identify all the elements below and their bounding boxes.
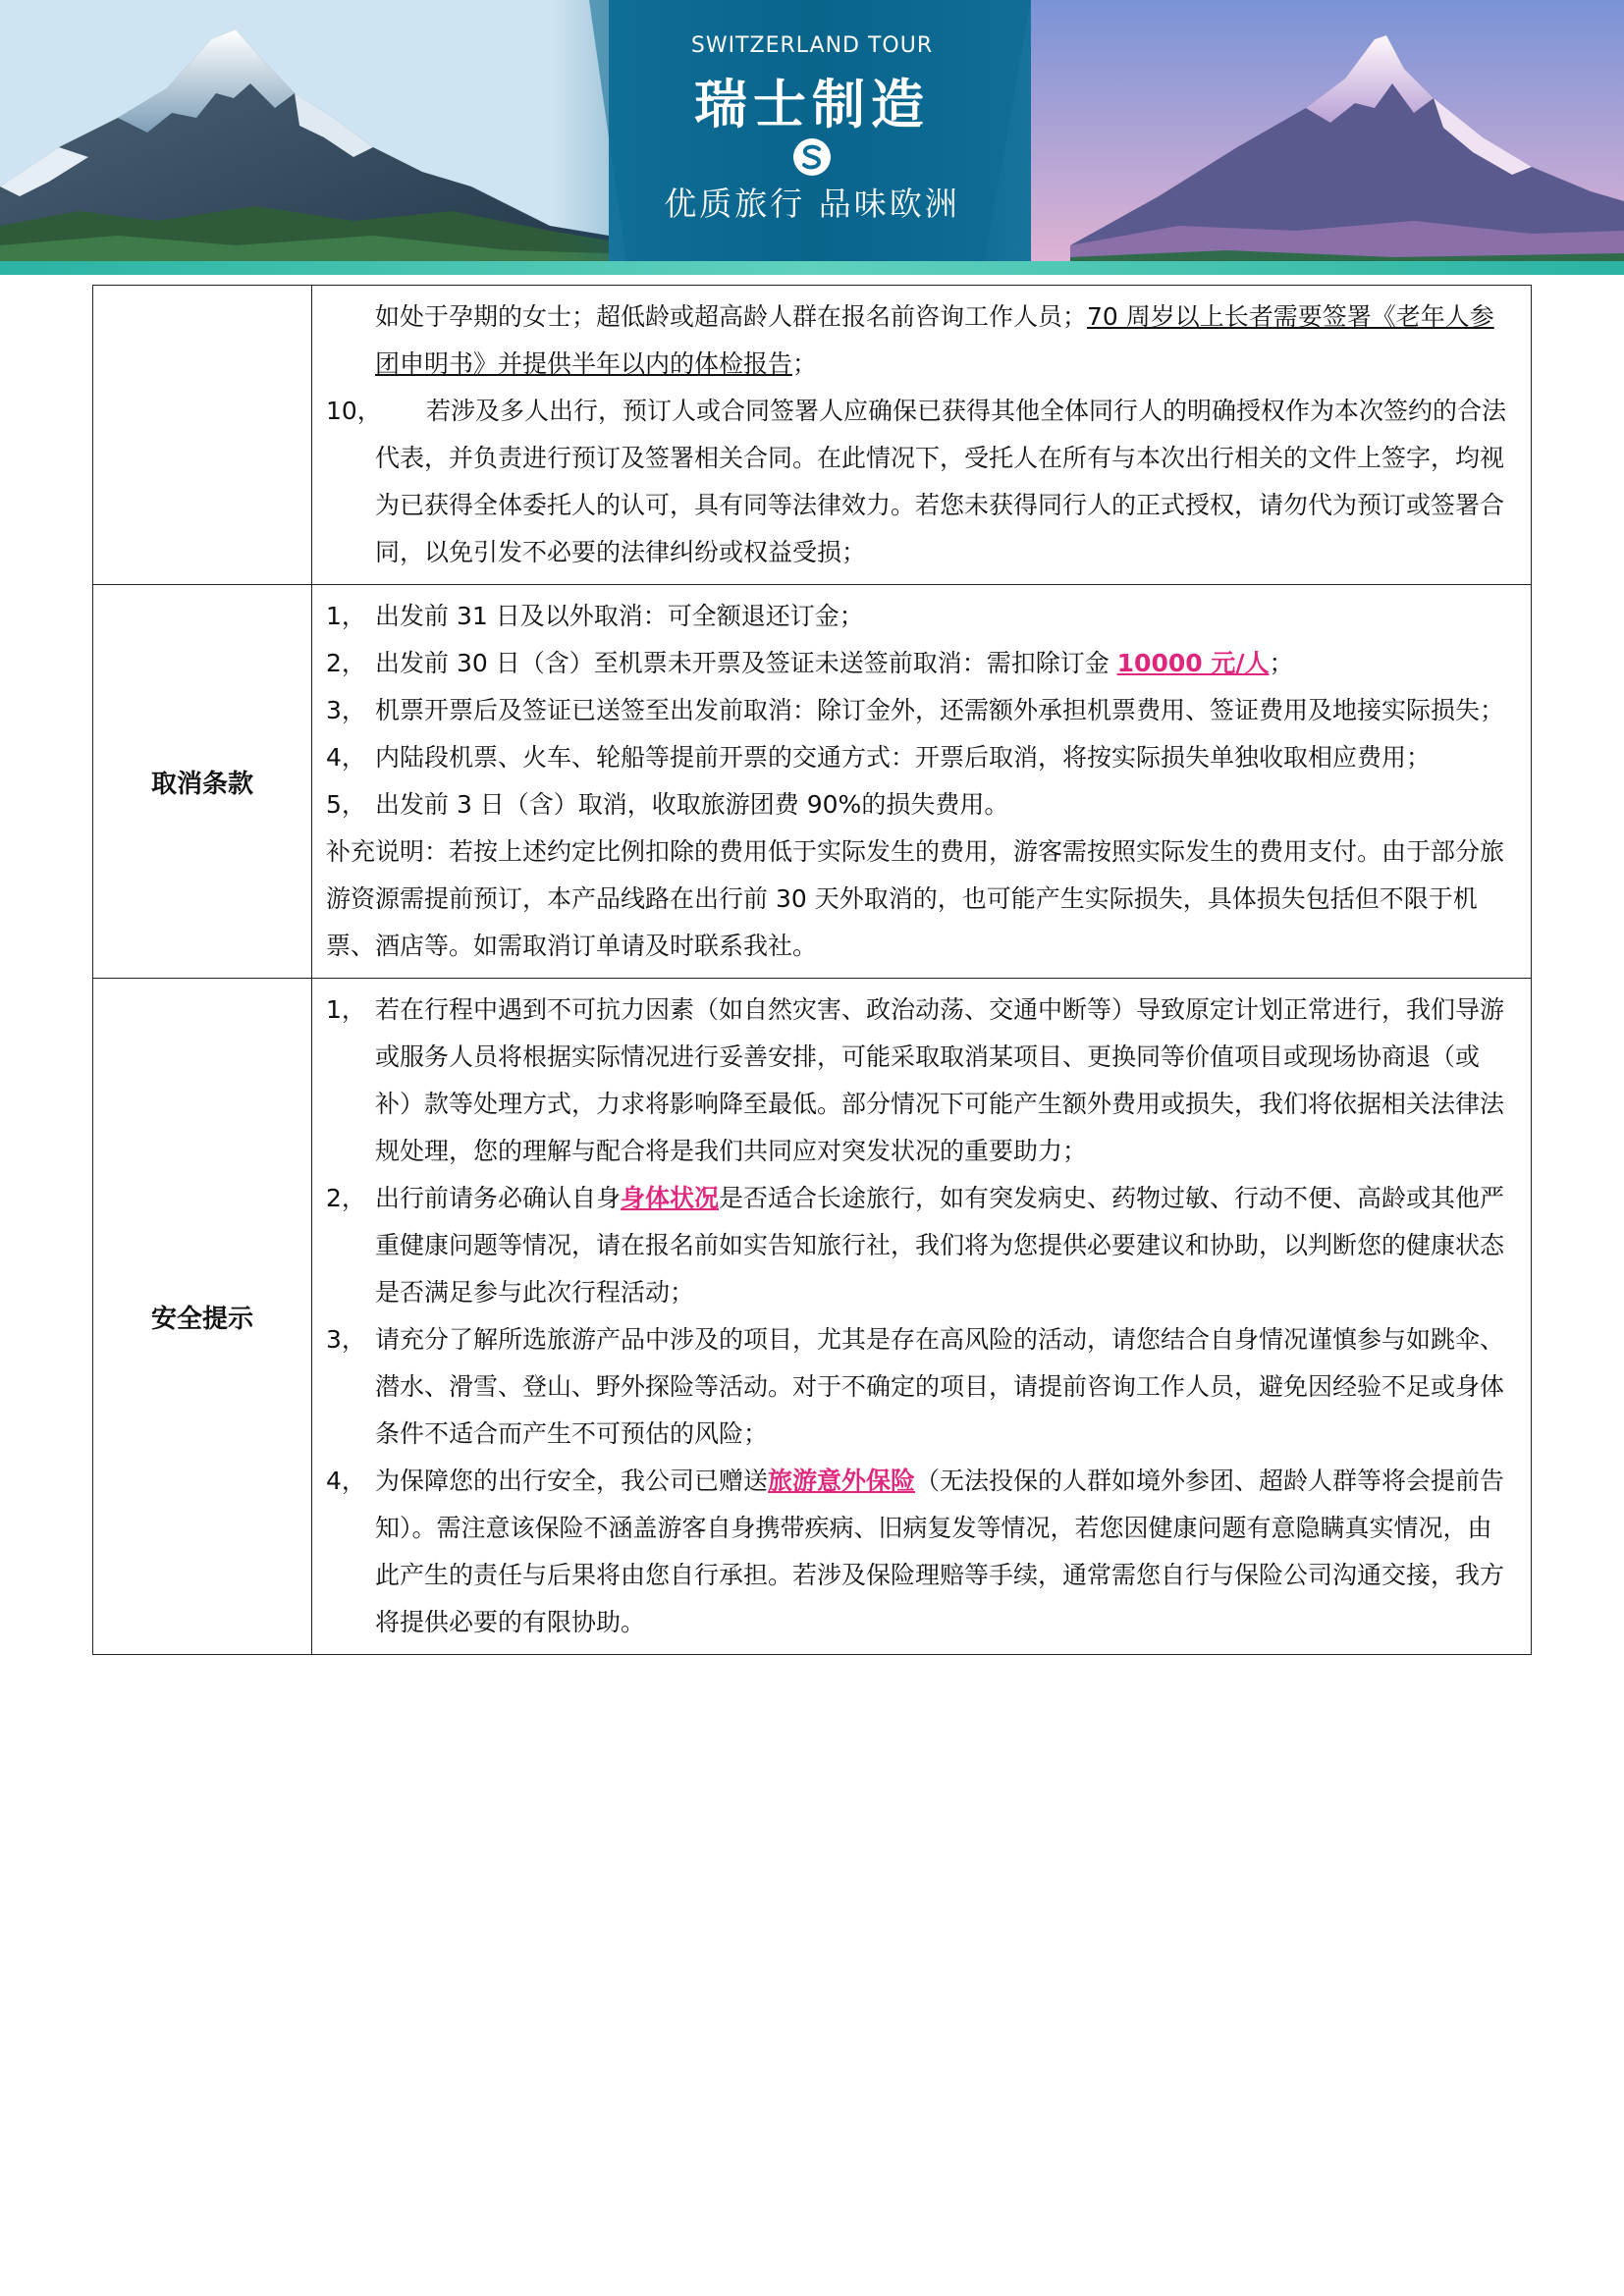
item-text-content: 出行前请务必确认自身 [375,1184,622,1212]
item-number: 3， [326,1325,366,1354]
item-text-content: 为保障您的出行安全，我公司已赠送 [375,1467,769,1495]
row-content [312,585,1532,979]
list-item [326,987,1515,1175]
list-item [326,640,1515,687]
s-swirl-logo-icon [792,137,832,177]
item-text-after: 是否适合长途旅行，如有突发病史、药物过敏、行动不便、高龄或其他严重健康问题等情况，请在报名前如实告知旅行社，我们将为您提供必要建议和协助，以判断您的健康状态是否满足参与此次行程活动； [375,1184,1505,1307]
list-item [326,734,1515,781]
row-label [93,286,312,585]
table-row [93,979,1532,1655]
item-number: 2， [326,1184,366,1212]
list-item [326,1316,1515,1458]
item-text [375,388,1515,576]
list-item [326,687,1515,734]
item-number: 4， [326,743,366,772]
item-text-after: （无法投保的人群如境外参团、超龄人群等将会提前告知）。需注意该保险不涵盖游客自身携带疾病、旧病复发等情况，若您因健康问题有意隐瞒真实情况，由此产生的责任与后果将由您自行承担。若涉及保险理赔等手续，通常需您自行与保险公司沟通交接，我方将提供必要的有限协助。 [375,1467,1505,1636]
insurance-highlight: 旅游意外保险 [768,1467,916,1495]
continued-item [326,294,1515,388]
item-number: 2， [326,649,366,677]
header-banner [0,0,1624,275]
item-number: 3， [326,696,366,724]
deposit-amount-highlight: 10000 元/人 [1116,649,1270,677]
item-text: 若在行程中遇到不可抗力因素（如自然灾害、政治动荡、交通中断等）导致原定计划正常进行，我们导游或服务人员将根据实际情况进行妥善安排，可能采取取消某项目、更换同等价值项目或现场协商退（或补）款等处理方式，力求将影响降至最低。部分情况下可能产生额外费用或损失，我们将依据相关法律法规处理，您的理解与配合将是我们共同应对突发状况的重要助力； [375,995,1505,1165]
item-text: 机票开票后及签证已送签至出发前取消：除订金外，还需额外承担机票费用、签证费用及地接实际损失； [375,696,1505,724]
banner-subtitle-en: SWITZERLAND TOUR [690,33,934,58]
row-content [312,286,1532,585]
list-item [326,388,1515,576]
item-text: 出发前 31 日及以外取消：可全额退还订金； [375,602,864,630]
list-item [326,1175,1515,1316]
banner-title: 瑞士制造 [694,74,930,135]
banner-accent-strip [0,261,1624,275]
item-text: 内陆段机票、火车、轮船等提前开票的交通方式：开票后取消，将按实际损失单独收取相应费用； [375,743,1432,772]
underlined-text: 70 周岁以上长者需要签署《老年人参团申明书》并提供半年以内的体检报告 [375,302,1494,378]
item-text-content: 若涉及多人出行，预订人或合同签署人应确保已获得其他全体同行人的明确授权作为本次签约的合法代表，并负责进行预订及签署相关合同。在此情况下，受托人在所有与本次出行相关的文件上签字，均视为已获得全体委托人的认可，具有同等法律效力。若您未获得同行人的正式授权，请勿代为预订或签署合同，以免引发不必要的法律纠纷或权益受损； [375,397,1507,566]
list-item [326,781,1515,828]
item-text: 出发前 3 日（含）取消，收取旅游团费 90%的损失费用。 [375,790,1009,819]
item-text [375,640,1515,687]
row-label-cancellation: 取消条款 [93,585,312,979]
item-number: 10， [326,397,382,425]
item-number: 4， [326,1467,366,1495]
item-text [375,1458,1515,1646]
banner-slogan: 优质旅行 品味欧洲 [664,185,960,223]
terms-table [92,285,1532,1655]
item-text-content: 出发前 30 日（含）至机票未开票及签证未送签前取消：需扣除订金 [375,649,1117,677]
table-row [93,286,1532,585]
item-number: 5， [326,790,366,819]
row-label-safety: 安全提示 [93,979,312,1655]
item-text [375,1175,1515,1316]
item-text: 如处于孕期的女士；超低龄或超高龄人群在报名前咨询工作人员； [375,302,1088,331]
table-row [93,585,1532,979]
supplementary-note: 补充说明：若按上述约定比例扣除的费用低于实际发生的费用，游客需按照实际发生的费用支付。由于部分旅游资源需提前预订，本产品线路在出行前 30 天外取消的，也可能产生实际损失，具体损失包括但不限于机票、酒店等。如需取消订单请及时联系我社。 [326,837,1505,960]
item-number: 1， [326,995,366,1024]
row-content [312,979,1532,1655]
item-text-after: ； [1269,649,1294,677]
item-text: 请充分了解所选旅游产品中涉及的项目，尤其是存在高风险的活动，请您结合自身情况谨慎参与如跳伞、潜水、滑雪、登山、野外探险等活动。对于不确定的项目，请提前咨询工作人员，避免因经验不足或身体条件不适合而产生不可预估的风险； [375,1325,1505,1448]
health-status-highlight: 身体状况 [621,1184,720,1212]
list-item [326,593,1515,640]
item-text: ； [792,349,818,378]
list-item [326,1458,1515,1646]
item-number: 1， [326,602,366,630]
